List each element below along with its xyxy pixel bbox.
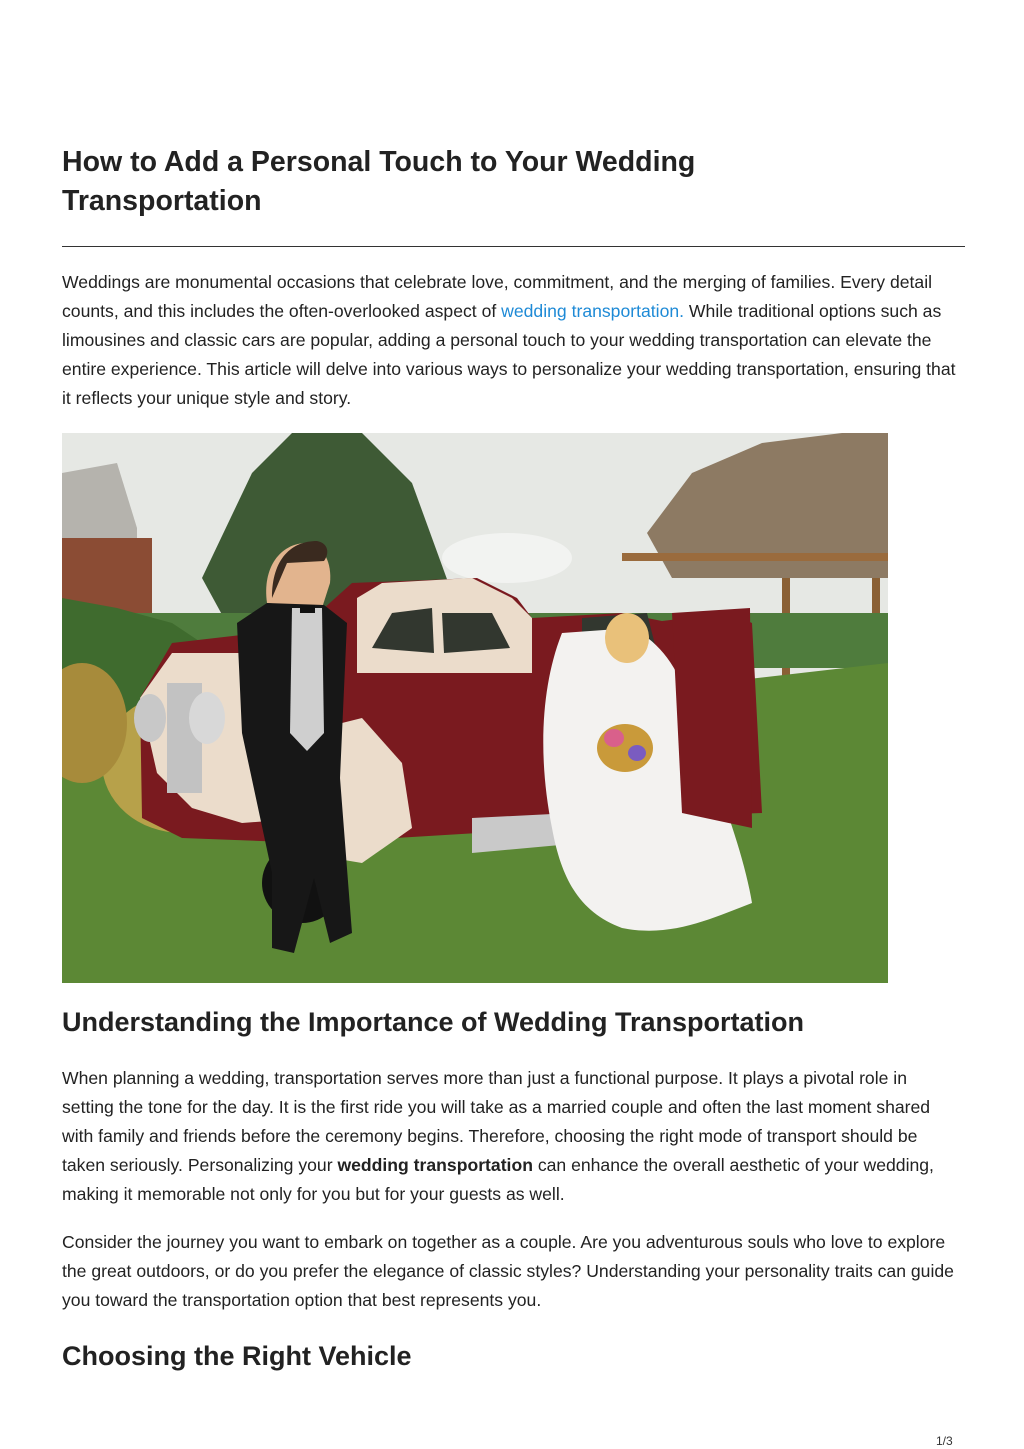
section-heading-vehicle: Choosing the Right Vehicle [62,1341,412,1371]
intro-text-start: Weddings are monumental occasions that celebrate love, commitment, and the merging of families. Every detail counts, and this includes the often-overlooked aspect of [62,272,933,321]
section-heading-importance: Understanding the Importance of Wedding Transportation [62,1007,805,1037]
wedding-car-photo [62,433,888,983]
intro-text-end: While traditional options such as limousines and classic cars are popular, adding a personal touch to your wedding transportation can elevate the entire experience. This article will delve into various ways to personalize your wedding transportation, ensuring that it reflects your unique style and story. [62,301,956,408]
importance-paragraph-2: Consider the journey you want to embark on together as a couple. Are you adventurous souls who love to explore the great outdoors, or do you prefer the elegance of classic styles? Understanding your personality traits can guide you toward the transportation option that best represents you. [62,1232,954,1310]
intro-paragraph [62,268,957,413]
wedding-transportation-link[interactable]: wedding transportation. [501,301,685,321]
page-number: 1/3 [936,1434,953,1448]
importance-text-end: can enhance the overall aesthetic of your wedding, making it memorable not only for you but for your guests as well. [62,1155,934,1204]
importance-text-start: When planning a wedding, transportation serves more than just a functional purpose. It plays a pivotal role in setting the tone for the day. It is the first ride you will take as a married couple and often the last moment shared with family and friends before the ceremony begins. Therefore, choosing the right mode of transport should be taken seriously. Personalizing your [62,1068,931,1175]
importance-paragraph-1 [62,1064,957,1209]
importance-bold-keyword: wedding transportation [337,1155,533,1175]
title-divider [62,246,965,247]
article-title: How to Add a Personal Touch to Your Wedding Transportation [62,146,696,217]
